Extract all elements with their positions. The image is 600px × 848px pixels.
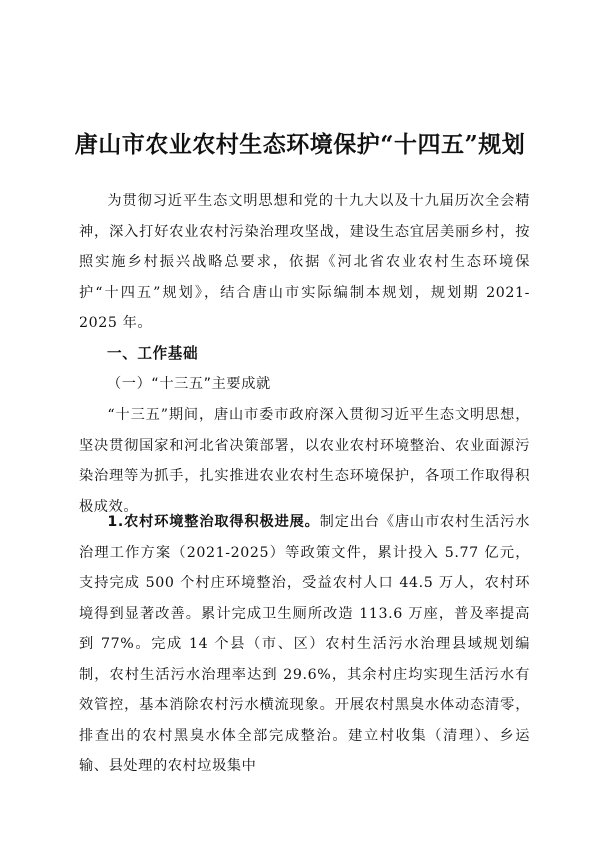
document-title: 唐山市农业农村生态环境保护“十四五”规划 <box>74 131 526 158</box>
section-heading-work-foundation: 一、工作基础 <box>107 345 199 362</box>
intro-paragraph: 为贯彻习近平生态文明思想和党的十九大以及十九届历次全会精神，深入打好农业农村污染治理攻坚战，建设生态宜居美丽乡村，按照实施乡村振兴战略总要求，依据《河北省农业农村生态环境保护“十四五”规划》，结合唐山市实际编制本规划，规划期 2021-2025 年。 <box>79 193 530 331</box>
paragraph-item-1 <box>79 507 530 782</box>
item-1-body: 制定出台《唐山市农村生活污水治理工作方案（2021-2025）等政策文件，累计投入 5.77 亿元，支持完成 500 个村庄环境整治，受益农村人口 44.5 万人，农村环境得到显著改善。累计完成卫生厕所改造 113.6 万座，普及率提高到 77%。完成 14 个县（市、区）农村生活污水治理县域规划编制，农村生活污水治理率达到 29.6%，其余村庄均实现生活污水有效管控，基本消除农村污水横流现象。开展农村黑臭水体动态清零，排查出的农村黑臭水体全部完成整治。建立村收集（清理）、乡运输、县处理的农村垃圾集中 <box>79 514 530 774</box>
subsection-heading-achievements: （一）“十三五”主要成就 <box>107 376 271 392</box>
item-1-lead: 1.农村环境整治取得积极进展。 <box>107 514 320 530</box>
paragraph-overview: “十三五”期间，唐山市委市政府深入贯彻习近平生态文明思想，坚决贯彻国家和河北省决策部署，以农业农村环境整治、农业面源污染治理等为抓手，扎实推进农业农村生态环境保护，各项工作取得积极成效。 <box>79 407 530 515</box>
